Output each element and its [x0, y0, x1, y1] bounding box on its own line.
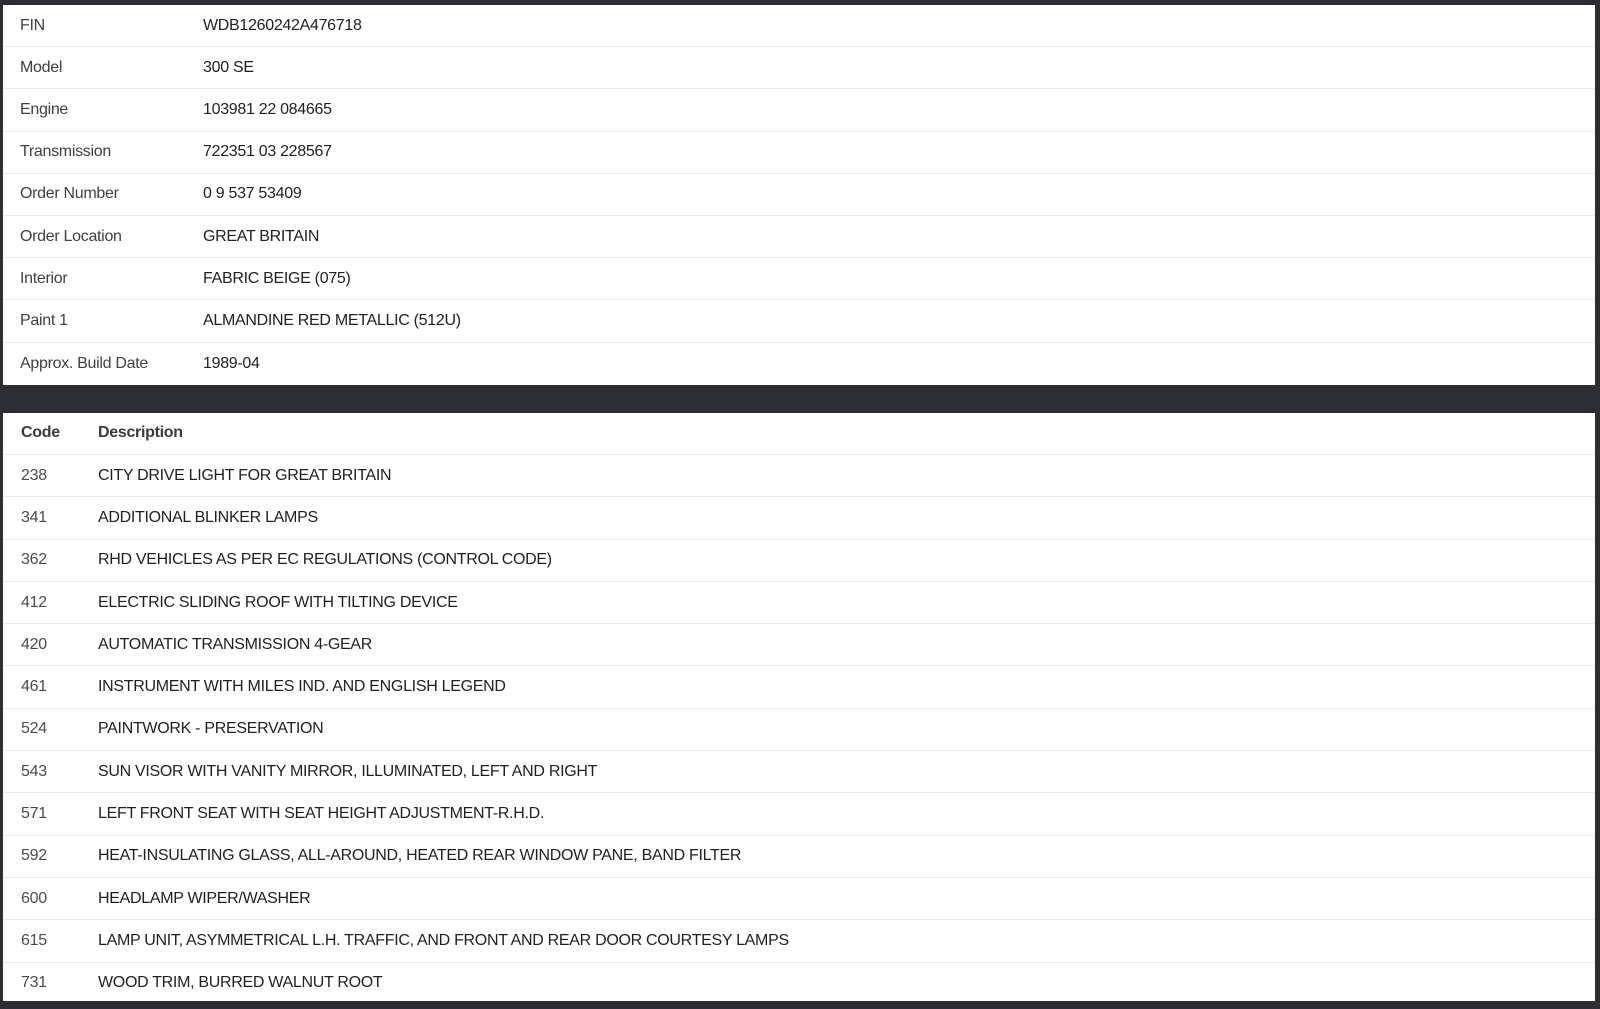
option-code-row	[3, 540, 1595, 582]
option-code-row	[3, 497, 1595, 539]
option-description: RHD VEHICLES AS PER EC REGULATIONS (CONTROL CODE)	[98, 551, 552, 569]
option-code-row	[3, 709, 1595, 751]
option-code: 420	[21, 635, 47, 653]
option-code-row	[3, 793, 1595, 835]
option-code-row	[3, 666, 1595, 708]
option-description: INSTRUMENT WITH MILES IND. AND ENGLISH LEGEND	[98, 678, 506, 696]
option-code-row	[3, 836, 1595, 878]
vehicle-info-table	[3, 5, 1595, 385]
field-value: GREAT BRITAIN	[203, 227, 320, 245]
field-value: 300 SE	[203, 58, 254, 76]
option-code: 238	[21, 466, 47, 484]
option-codes-table	[3, 413, 1595, 1001]
option-description: LAMP UNIT, ASYMMETRICAL L.H. TRAFFIC, AND FRONT AND REAR DOOR COURTESY LAMPS	[98, 931, 789, 949]
option-codes-header	[3, 413, 1595, 455]
field-label: Engine	[20, 100, 69, 118]
vehicle-info-row	[3, 132, 1595, 174]
option-description: ELECTRIC SLIDING ROOF WITH TILTING DEVICE	[98, 593, 458, 611]
option-description: WOOD TRIM, BURRED WALNUT ROOT	[98, 974, 383, 992]
option-code-row	[3, 624, 1595, 666]
option-description: ADDITIONAL BLINKER LAMPS	[98, 508, 318, 526]
code-column-header: Code	[21, 424, 60, 442]
field-value: 103981 22 084665	[203, 100, 332, 118]
vehicle-info-row	[3, 216, 1595, 258]
option-code-row	[3, 920, 1595, 962]
option-code: 341	[21, 508, 47, 526]
option-description: AUTOMATIC TRANSMISSION 4-GEAR	[98, 635, 373, 653]
option-code-row	[3, 963, 1595, 1001]
field-label: FIN	[20, 16, 45, 34]
vehicle-info-row	[3, 343, 1595, 385]
vehicle-info-row	[3, 174, 1595, 216]
vehicle-info-row	[3, 5, 1595, 47]
field-label: Order Number	[20, 185, 119, 203]
option-code: 600	[21, 889, 47, 907]
option-description: PAINTWORK - PRESERVATION	[98, 720, 324, 738]
field-label: Order Location	[20, 227, 122, 245]
option-description: LEFT FRONT SEAT WITH SEAT HEIGHT ADJUSTMENT-R.H.D.	[98, 805, 545, 822]
option-description: HEAT-INSULATING GLASS, ALL-AROUND, HEATED REAR WINDOW PANE, BAND FILTER	[98, 847, 742, 865]
vehicle-info-row	[3, 89, 1595, 131]
option-code: 524	[21, 720, 47, 738]
option-description: CITY DRIVE LIGHT FOR GREAT BRITAIN	[98, 466, 392, 484]
description-column-header: Description	[98, 424, 183, 442]
field-value: FABRIC BEIGE (075)	[203, 269, 351, 287]
field-value: 722351 03 228567	[203, 143, 332, 161]
field-value: WDB1260242A476718	[203, 16, 362, 34]
field-value: ALMANDINE RED METALLIC (512U)	[203, 311, 461, 329]
option-code: 362	[21, 551, 47, 569]
field-label: Paint 1	[20, 311, 68, 329]
field-value: 1989-04	[203, 354, 260, 372]
option-code-row	[3, 751, 1595, 793]
field-label: Interior	[20, 269, 68, 287]
vehicle-info-row	[3, 47, 1595, 89]
option-code: 592	[21, 847, 47, 865]
vehicle-info-row	[3, 300, 1595, 342]
field-label: Transmission	[20, 143, 111, 161]
option-code-row	[3, 455, 1595, 497]
option-code: 543	[21, 762, 47, 780]
option-description: SUN VISOR WITH VANITY MIRROR, ILLUMINATED, LEFT AND RIGHT	[98, 762, 598, 780]
option-code: 615	[21, 931, 47, 949]
option-code: 461	[21, 678, 47, 696]
option-code-row	[3, 878, 1595, 920]
field-label: Model	[20, 58, 63, 76]
option-code: 412	[21, 593, 47, 611]
option-code: 571	[21, 805, 47, 822]
field-label: Approx. Build Date	[20, 354, 149, 372]
option-description: HEADLAMP WIPER/WASHER	[98, 889, 311, 907]
field-value: 0 9 537 53409	[203, 185, 302, 203]
option-code-row	[3, 582, 1595, 624]
option-code: 731	[21, 974, 47, 992]
vehicle-info-row	[3, 258, 1595, 300]
